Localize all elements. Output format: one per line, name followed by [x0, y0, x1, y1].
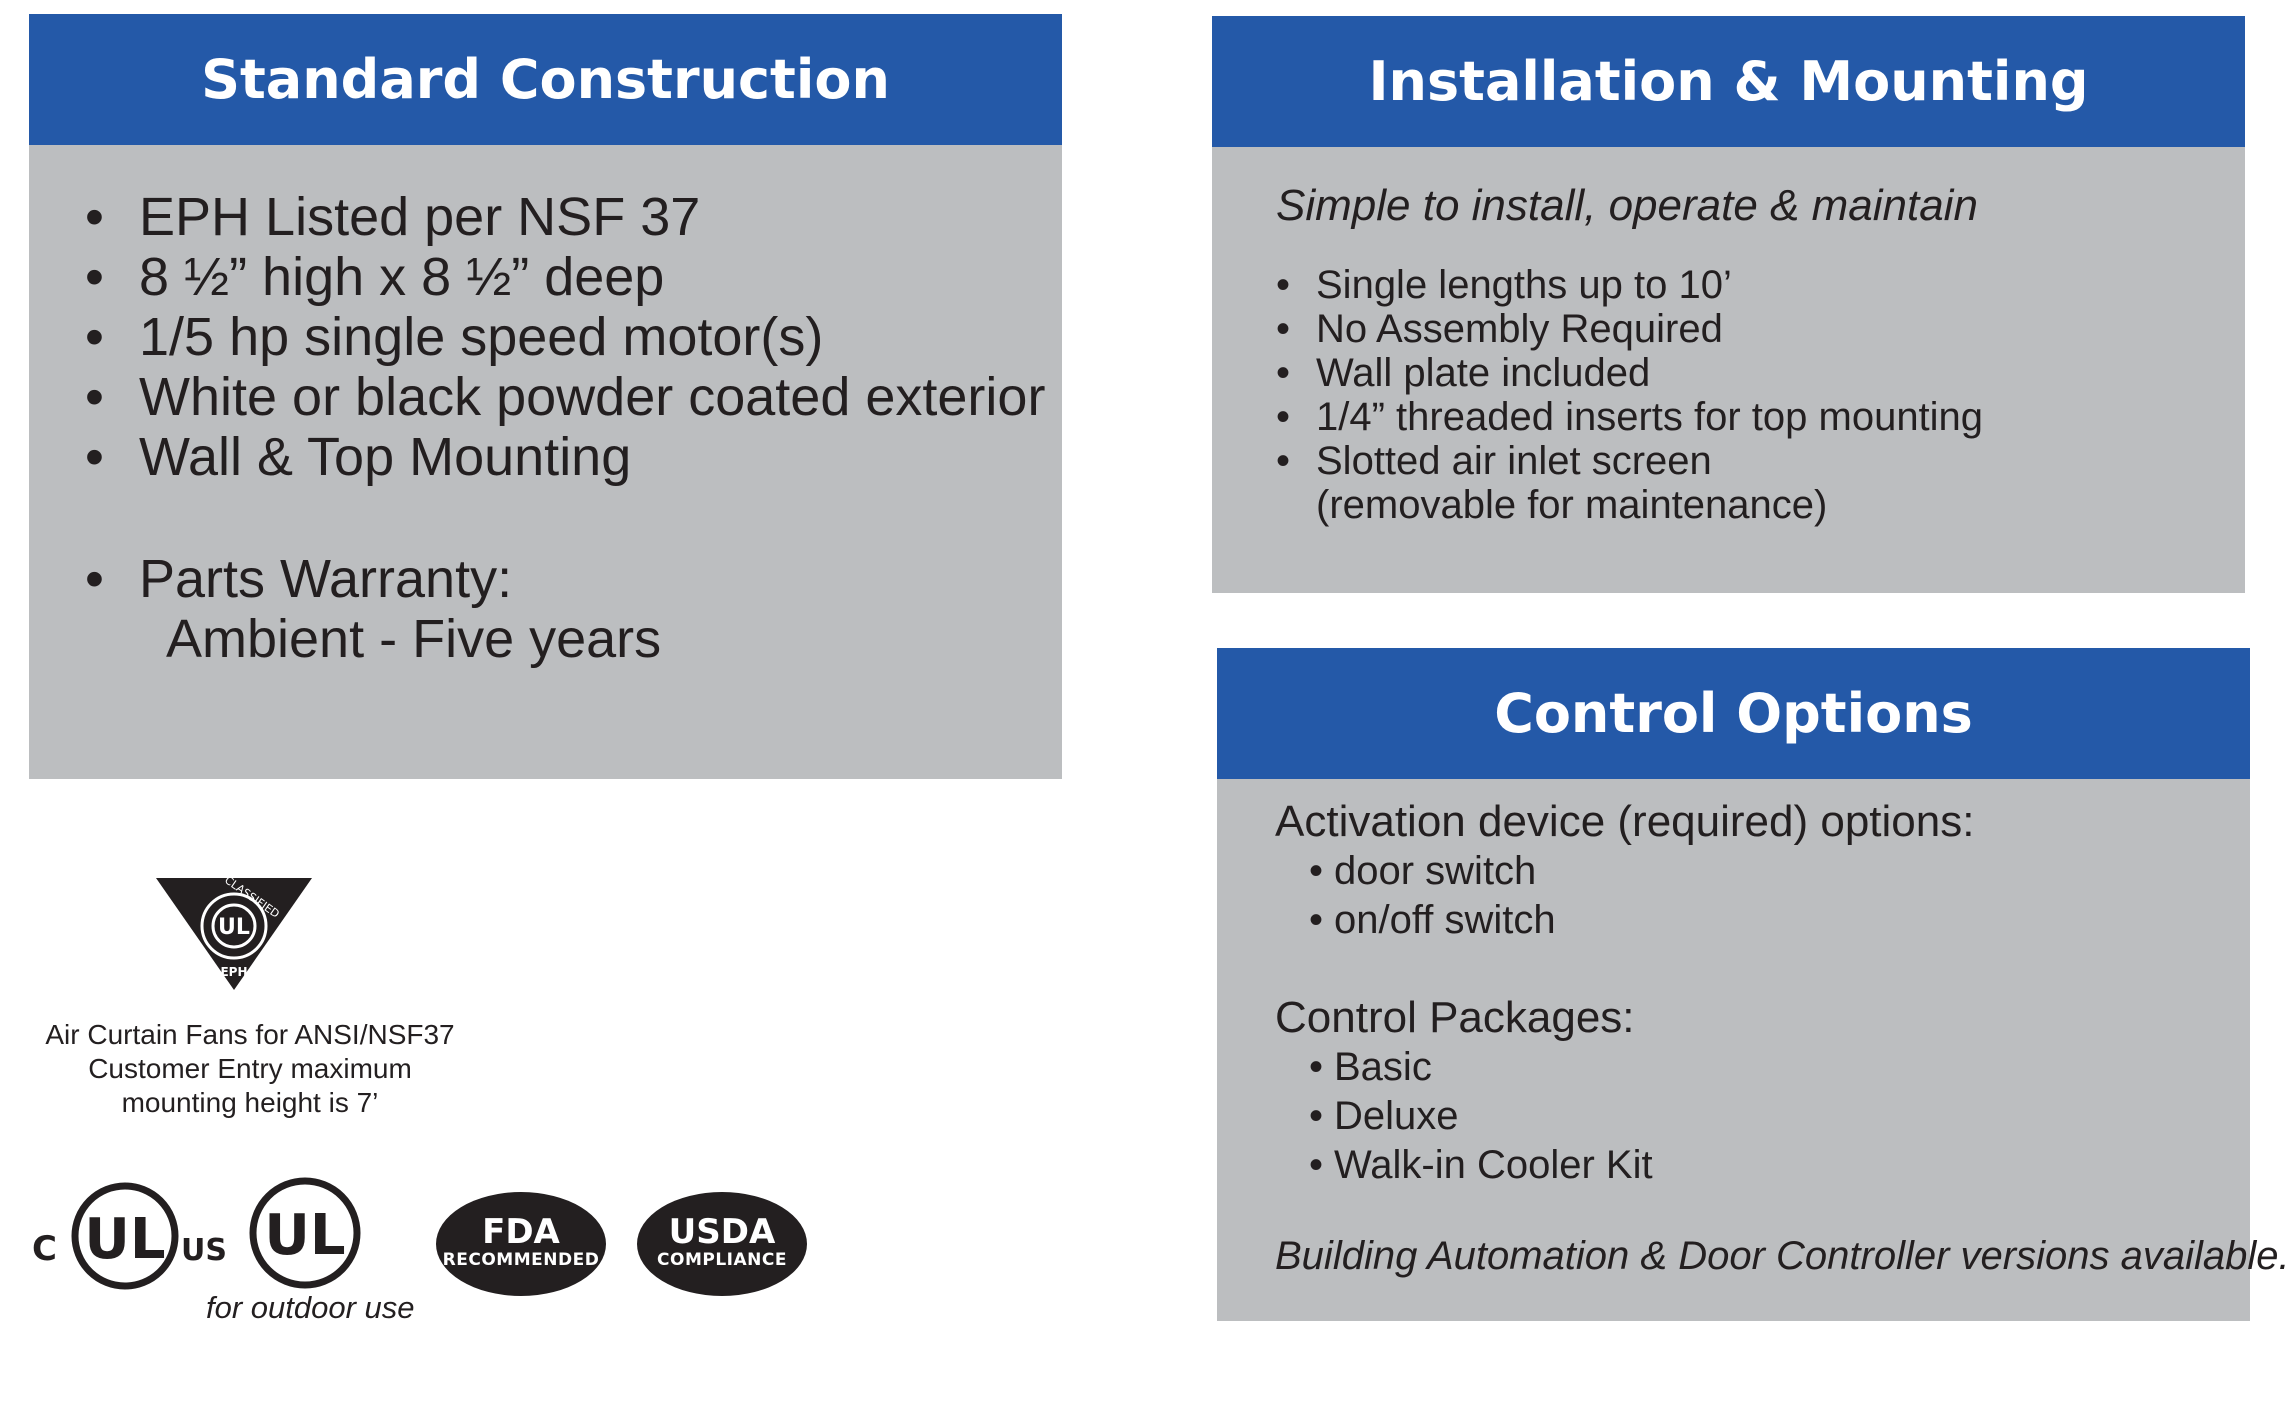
- installation-panel: [1212, 16, 2245, 593]
- bullet-icon: •: [85, 247, 104, 307]
- control-options-title: Control Options: [1217, 648, 2250, 779]
- installation-tagline: Simple to install, operate & maintain: [1276, 181, 1978, 230]
- bullet-icon: •: [85, 307, 104, 367]
- standard-construction-list: [29, 187, 1062, 609]
- list-item-text: EPH Listed per NSF 37: [139, 187, 701, 247]
- bullet-icon: •: [1309, 1094, 1324, 1138]
- fda-recommended-badge: [436, 1192, 606, 1296]
- bullet-icon: •: [1276, 439, 1291, 483]
- bullet-icon: •: [1309, 849, 1324, 893]
- list-item: [29, 307, 1062, 367]
- list-item-continuation: (removable for maintenance): [1316, 483, 1828, 527]
- list-item-text: door switch: [1334, 849, 1537, 893]
- bullet-icon: •: [1309, 1143, 1324, 1187]
- outdoor-use-note: for outdoor use: [206, 1290, 415, 1325]
- list-item: [29, 187, 1062, 247]
- activation-heading: Activation device (required) options:: [1275, 797, 1975, 846]
- culus-us-text: US: [181, 1233, 227, 1268]
- bullet-icon: •: [1276, 395, 1291, 439]
- list-item: [1212, 351, 2245, 395]
- bullet-icon: •: [85, 427, 104, 487]
- warranty-item: [29, 549, 1062, 609]
- usda-badge-subtitle: COMPLIANCE: [657, 1250, 787, 1270]
- list-item: [1217, 1141, 2250, 1190]
- list-item-text: No Assembly Required: [1316, 307, 1723, 351]
- bullet-icon: •: [85, 187, 104, 247]
- eph-caption-line: mounting height is 7’: [121, 1087, 379, 1118]
- eph-logo-eph-text: EPH: [220, 965, 248, 979]
- bullet-icon: •: [1309, 1045, 1324, 1089]
- warranty-value: Ambient - Five years: [166, 609, 662, 669]
- culus-c-text: C: [32, 1229, 57, 1269]
- eph-logo-ul-text: UL: [218, 915, 250, 940]
- list-item: [1212, 307, 2245, 351]
- list-item-text: Single lengths up to 10’: [1316, 263, 1732, 307]
- warranty-label: Parts Warranty:: [139, 549, 513, 609]
- fda-badge-title: FDA: [482, 1212, 560, 1252]
- eph-caption-line: Air Curtain Fans for ANSI/NSF37: [45, 1019, 455, 1050]
- fda-badge-subtitle: RECOMMENDED: [442, 1250, 600, 1270]
- list-item-text: 1/5 hp single speed motor(s): [139, 307, 824, 367]
- ul-classified-eph-logo: [156, 873, 312, 990]
- list-item: [1217, 1043, 2250, 1092]
- bullet-icon: •: [85, 367, 104, 427]
- usda-badge-title: USDA: [668, 1212, 776, 1252]
- usda-compliance-badge: [637, 1192, 807, 1296]
- list-item: [1217, 1092, 2250, 1141]
- list-item: [1212, 395, 2245, 439]
- bullet-icon: •: [1276, 307, 1291, 351]
- bullet-icon: •: [1276, 351, 1291, 395]
- list-item-text: Slotted air inlet screen: [1316, 439, 1712, 483]
- list-item: [1217, 896, 2250, 945]
- installation-list: [1212, 263, 2245, 483]
- list-item: [1217, 847, 2250, 896]
- ul-logo: [248, 1176, 362, 1290]
- control-options-panel: [1217, 648, 2290, 1321]
- culus-ul-text: UL: [84, 1207, 166, 1272]
- eph-caption: [20, 1018, 480, 1120]
- list-item-text: 8 ½” high x 8 ½” deep: [139, 247, 665, 307]
- bullet-icon: •: [1276, 263, 1291, 307]
- bullet-icon: •: [85, 549, 104, 609]
- list-item-text: Wall & Top Mounting: [139, 427, 632, 487]
- culus-logo: [30, 1180, 227, 1290]
- list-item: [1212, 263, 2245, 307]
- standard-construction-panel: [29, 14, 1062, 779]
- bullet-icon: •: [1309, 898, 1324, 942]
- list-item: [1212, 439, 2245, 483]
- eph-logo-classified-text: CLASSIFIED: [222, 873, 282, 921]
- list-item: [29, 247, 1062, 307]
- list-item-text: White or black powder coated exterior: [139, 367, 1046, 427]
- packages-list: [1217, 1043, 2250, 1190]
- list-item: [29, 367, 1062, 427]
- standard-construction-title: Standard Construction: [29, 14, 1062, 145]
- list-item-text: 1/4” threaded inserts for top mounting: [1316, 395, 1984, 439]
- list-item-text: Deluxe: [1334, 1094, 1459, 1138]
- list-item-text: Walk-in Cooler Kit: [1334, 1143, 1653, 1187]
- installation-title: Installation & Mounting: [1212, 16, 2245, 147]
- control-options-note: Building Automation & Door Controller versions available.: [1275, 1234, 2290, 1278]
- list-item-text: on/off switch: [1334, 898, 1556, 942]
- list-item-text: Basic: [1334, 1045, 1432, 1089]
- eph-caption-line: Customer Entry maximum: [88, 1053, 412, 1084]
- list-item: [29, 427, 1062, 487]
- list-item-text: Wall plate included: [1316, 351, 1651, 395]
- activation-list: [1217, 847, 2250, 945]
- ul-logo-text: UL: [264, 1203, 346, 1268]
- packages-heading: Control Packages:: [1275, 993, 1635, 1042]
